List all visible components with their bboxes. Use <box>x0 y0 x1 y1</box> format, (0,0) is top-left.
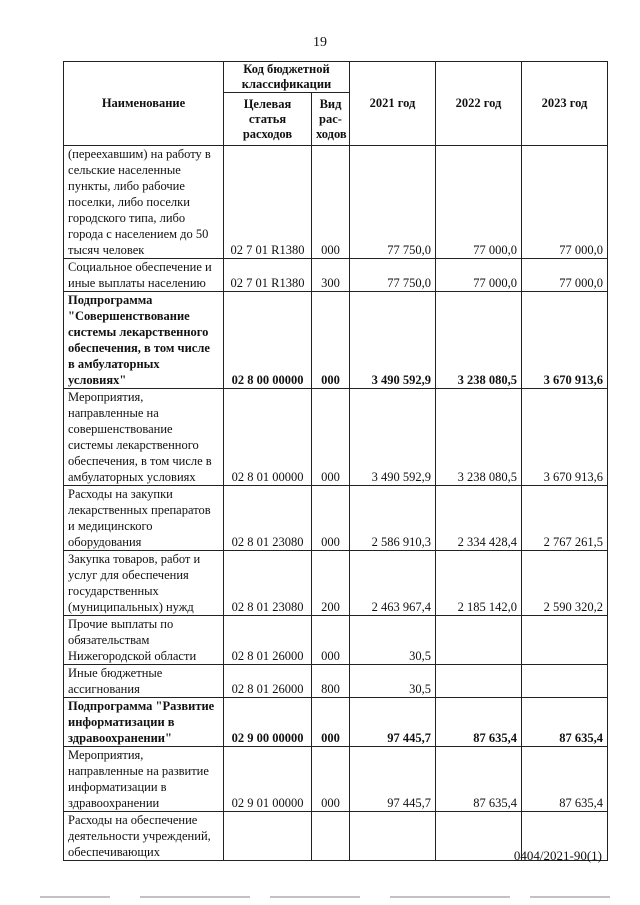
table-row <box>64 146 608 259</box>
table-row <box>64 292 608 389</box>
cell-2021: 77 750,0 <box>350 259 436 292</box>
header-2023: 2023 год <box>522 62 608 146</box>
table-row <box>64 616 608 665</box>
cell-target-article: 02 8 01 23080 <box>224 551 312 616</box>
cell-2021: 3 490 592,9 <box>350 292 436 389</box>
cell-expense-type: 000 <box>312 292 350 389</box>
cell-2022: 77 000,0 <box>436 146 522 259</box>
cell-target-article: 02 8 01 26000 <box>224 616 312 665</box>
cell-name: Прочие выплаты по обязательствам Нижегородской области <box>64 616 224 665</box>
cell-2022: 2 185 142,0 <box>436 551 522 616</box>
budget-table <box>63 61 608 861</box>
header-classification: Код бюджетной классификации <box>224 62 350 93</box>
scan-artifact-strip <box>0 890 640 905</box>
cell-2023: 87 635,4 <box>522 747 608 812</box>
cell-target-article: 02 7 01 R1380 <box>224 259 312 292</box>
cell-2022 <box>436 812 522 861</box>
cell-2022: 2 334 428,4 <box>436 486 522 551</box>
cell-2023 <box>522 665 608 698</box>
cell-2021: 2 586 910,3 <box>350 486 436 551</box>
table-row <box>64 698 608 747</box>
cell-name: Расходы на закупки лекарственных препаратов и медицинского оборудования <box>64 486 224 551</box>
header-name: Наименование <box>64 62 224 146</box>
cell-target-article: 02 7 01 R1380 <box>224 146 312 259</box>
cell-2022 <box>436 616 522 665</box>
cell-2021: 30,5 <box>350 665 436 698</box>
cell-2022: 3 238 080,5 <box>436 292 522 389</box>
cell-2023 <box>522 616 608 665</box>
cell-expense-type: 000 <box>312 616 350 665</box>
header-2021: 2021 год <box>350 62 436 146</box>
cell-2023: 3 670 913,6 <box>522 292 608 389</box>
table-row <box>64 486 608 551</box>
cell-expense-type <box>312 812 350 861</box>
cell-2023: 2 767 261,5 <box>522 486 608 551</box>
cell-2021 <box>350 812 436 861</box>
cell-name: Расходы на обеспечение деятельности учреждений, обеспечивающих <box>64 812 224 861</box>
cell-2022 <box>436 665 522 698</box>
cell-2021: 77 750,0 <box>350 146 436 259</box>
header-target-article: Целевая статья расходов <box>224 93 312 146</box>
cell-expense-type: 200 <box>312 551 350 616</box>
cell-target-article: 02 9 00 00000 <box>224 698 312 747</box>
cell-name: Социальное обеспечение и иные выплаты населению <box>64 259 224 292</box>
cell-2022: 77 000,0 <box>436 259 522 292</box>
cell-name: Подпрограмма "Совершенствование системы лекарственного обеспечения, в том числе в амбулаторных условиях" <box>64 292 224 389</box>
cell-expense-type: 000 <box>312 698 350 747</box>
cell-target-article: 02 8 01 26000 <box>224 665 312 698</box>
cell-target-article <box>224 812 312 861</box>
cell-2022: 87 635,4 <box>436 747 522 812</box>
cell-2023: 3 670 913,6 <box>522 389 608 486</box>
cell-expense-type: 000 <box>312 389 350 486</box>
cell-name: Иные бюджетные ассигнования <box>64 665 224 698</box>
cell-name: (переехавшим) на работу в сельские населенные пункты, либо рабочие поселки, либо поселки городского типа, либо города с населением до 50 тысяч человек <box>64 146 224 259</box>
cell-2022: 3 238 080,5 <box>436 389 522 486</box>
table-row <box>64 665 608 698</box>
cell-expense-type: 000 <box>312 747 350 812</box>
cell-2023: 87 635,4 <box>522 698 608 747</box>
header-2022: 2022 год <box>436 62 522 146</box>
cell-expense-type: 300 <box>312 259 350 292</box>
cell-name: Мероприятия, направленные на совершенствование системы лекарственного обеспечения, в том числе в амбулаторных условиях <box>64 389 224 486</box>
cell-2023: 77 000,0 <box>522 146 608 259</box>
cell-2021: 3 490 592,9 <box>350 389 436 486</box>
cell-target-article: 02 8 01 00000 <box>224 389 312 486</box>
cell-2021: 97 445,7 <box>350 747 436 812</box>
cell-expense-type: 000 <box>312 486 350 551</box>
cell-2021: 30,5 <box>350 616 436 665</box>
cell-2021: 97 445,7 <box>350 698 436 747</box>
cell-target-article: 02 8 01 23080 <box>224 486 312 551</box>
cell-target-article: 02 9 01 00000 <box>224 747 312 812</box>
page-number: 19 <box>313 35 327 50</box>
cell-expense-type: 000 <box>312 146 350 259</box>
cell-name: Подпрограмма "Развитие информатизации в здравоохранении" <box>64 698 224 747</box>
table-row <box>64 259 608 292</box>
header-expense-type: Вид рас-ходов <box>312 93 350 146</box>
document-code: 0404/2021-90(1) <box>513 848 602 863</box>
table-row <box>64 389 608 486</box>
cell-2022: 87 635,4 <box>436 698 522 747</box>
cell-2023: 77 000,0 <box>522 259 608 292</box>
cell-expense-type: 800 <box>312 665 350 698</box>
cell-2021: 2 463 967,4 <box>350 551 436 616</box>
table-row <box>64 551 608 616</box>
cell-target-article: 02 8 00 00000 <box>224 292 312 389</box>
table-row <box>64 747 608 812</box>
cell-2023: 2 590 320,2 <box>522 551 608 616</box>
cell-name: Закупка товаров, работ и услуг для обеспечения государственных (муниципальных) нужд <box>64 551 224 616</box>
cell-name: Мероприятия, направленные на развитие информатизации в здравоохранении <box>64 747 224 812</box>
